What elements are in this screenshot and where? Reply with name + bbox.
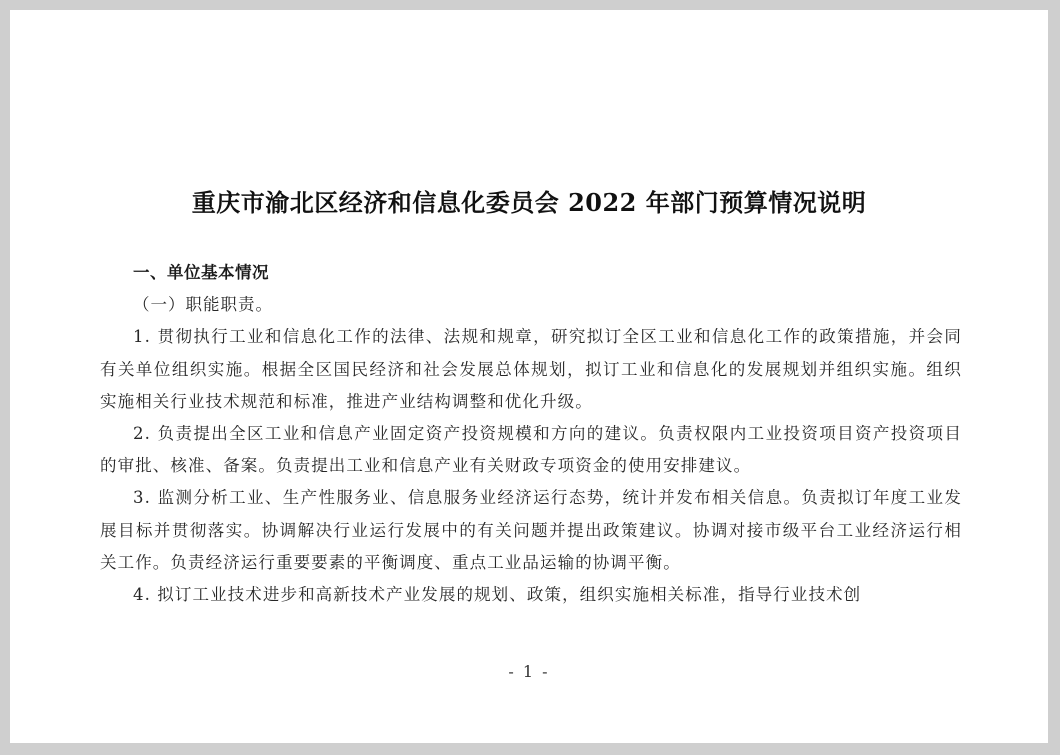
section-heading: 一、单位基本情况: [133, 263, 269, 282]
document-page: [10, 10, 1048, 743]
page-number: - 1 -: [508, 662, 550, 681]
paragraph-3: 3. 监测分析工业、生产性服务业、信息服务业经济运行态势，统计并发布相关信息。负责拟订年度工业发展目标并贯彻落实。协调解决行业运行发展中的有关问题并提出政策建议。协调对接市级平台工业经济运行相关工作。负责经济运行重要要素的平衡调度、重点工业品运输的协调平衡。: [100, 488, 962, 572]
document-title: 重庆市渝北区经济和信息化委员会 2022 年部门预算情况说明: [191, 188, 867, 217]
paragraph-4: 4. 拟订工业技术进步和高新技术产业发展的规划、政策，组织实施相关标准，指导行业技术创: [133, 585, 862, 605]
document-body: [100, 257, 962, 611]
subsection-heading: （一）职能职责。: [133, 295, 273, 315]
paragraph-1: 1. 贯彻执行工业和信息化工作的法律、法规和规章，研究拟订全区工业和信息化工作的政策措施，并会同有关单位组织实施。根据全区国民经济和社会发展总体规划，拟订工业和信息化的发展规划并组织实施。组织实施相关行业技术规范和标准，推进产业结构调整和优化升级。: [100, 327, 962, 411]
paragraph-2: 2. 负责提出全区工业和信息产业固定资产投资规模和方向的建议。负责权限内工业投资项目资产投资项目的审批、核准、备案。负责提出工业和信息产业有关财政专项资金的使用安排建议。: [100, 424, 962, 476]
